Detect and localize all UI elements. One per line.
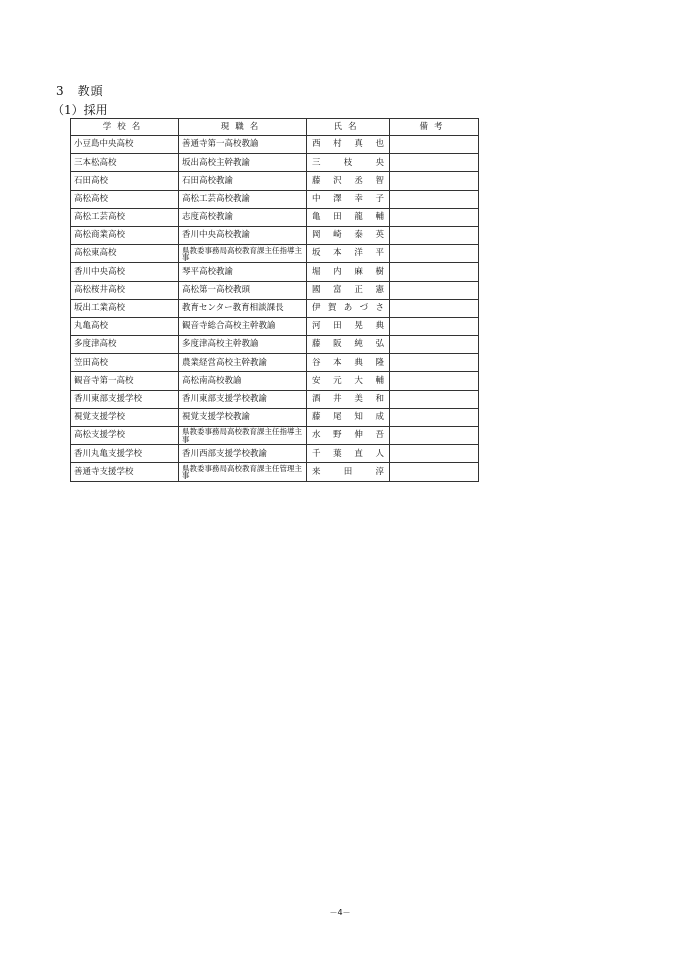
note-cell — [390, 408, 479, 426]
position-cell: 農業経営高校主幹教諭 — [179, 354, 307, 372]
name-text — [310, 468, 386, 477]
note-cell — [390, 427, 479, 445]
table-row — [71, 281, 479, 299]
name-char: 輔 — [375, 375, 384, 386]
name-char: 尾 — [333, 412, 342, 423]
school-cell: 香川中央高校 — [71, 263, 179, 281]
name-char: 純 — [354, 339, 363, 350]
name-char: 谷 — [312, 357, 321, 368]
school-cell: 高松支援学校 — [71, 427, 179, 445]
name-cell — [307, 445, 390, 463]
position-cell: 観音寺総合高校主幹教諭 — [179, 317, 307, 335]
name-cell — [307, 154, 390, 172]
name-char: 水 — [312, 430, 321, 441]
name-char: 伸 — [354, 430, 363, 441]
table-row — [71, 154, 479, 172]
name-char: 直 — [354, 448, 363, 459]
name-text — [310, 359, 386, 368]
name-char: 輔 — [375, 212, 384, 223]
table-row — [71, 390, 479, 408]
name-char: 田 — [343, 466, 353, 477]
name-text — [310, 450, 386, 459]
name-cell — [307, 354, 390, 372]
note-cell — [390, 336, 479, 354]
name-text — [310, 213, 386, 222]
name-cell — [307, 263, 390, 281]
school-cell: 坂出工業高校 — [71, 299, 179, 317]
table-row — [71, 336, 479, 354]
name-char: 賀 — [327, 303, 337, 314]
school-cell: 高松高校 — [71, 190, 179, 208]
page-number: －4－ — [329, 908, 351, 917]
name-char: 藤 — [312, 339, 321, 350]
name-char: 子 — [375, 193, 384, 204]
school-cell: 笠田高校 — [71, 354, 179, 372]
position-cell: 高松工芸高校教諭 — [179, 190, 307, 208]
name-text — [310, 340, 386, 349]
name-char: 晃 — [354, 321, 363, 332]
school-cell: 高松東高校 — [71, 245, 179, 263]
name-cell — [307, 208, 390, 226]
name-char: 岡 — [312, 230, 321, 241]
note-cell — [390, 317, 479, 335]
position-cell: 多度津高校主幹教諭 — [179, 336, 307, 354]
position-cell: 琴平高校教諭 — [179, 263, 307, 281]
name-char: 真 — [354, 139, 363, 150]
table-row — [71, 136, 479, 154]
name-char: 泰 — [354, 230, 363, 241]
position-cell: 県教委事務局高校教育課主任指導主事 — [179, 245, 307, 263]
header-note: 備考 — [390, 119, 479, 136]
name-char: 伊 — [312, 303, 321, 314]
name-char: 井 — [333, 393, 342, 404]
name-cell — [307, 172, 390, 190]
position-cell: 坂出高校主幹教諭 — [179, 154, 307, 172]
name-cell — [307, 281, 390, 299]
note-cell — [390, 354, 479, 372]
table-row — [71, 172, 479, 190]
name-char: さ — [375, 303, 384, 314]
school-cell: 香川丸亀支援学校 — [71, 445, 179, 463]
name-char: 野 — [333, 430, 342, 441]
name-text — [310, 231, 386, 240]
name-char: 丞 — [354, 175, 363, 186]
name-char: づ — [359, 303, 369, 314]
name-text — [310, 395, 386, 404]
name-char: 和 — [375, 393, 384, 404]
name-char: 田 — [333, 321, 342, 332]
name-char: 洋 — [354, 248, 363, 259]
table-row — [71, 299, 479, 317]
note-cell — [390, 190, 479, 208]
header-name: 氏名 — [307, 119, 390, 136]
school-cell: 香川東部支援学校 — [71, 390, 179, 408]
name-char: 河 — [312, 321, 321, 332]
note-cell — [390, 208, 479, 226]
position-cell: 高松第一高校教頭 — [179, 281, 307, 299]
name-char: 来 — [312, 466, 321, 477]
name-text — [310, 322, 386, 331]
note-cell — [390, 136, 479, 154]
name-char: 村 — [333, 139, 342, 150]
note-cell — [390, 463, 479, 481]
name-cell — [307, 317, 390, 335]
name-char: 正 — [354, 284, 363, 295]
name-char: 本 — [333, 248, 342, 259]
name-char: 憲 — [375, 284, 384, 295]
table-header-row — [71, 119, 479, 136]
name-text — [310, 140, 386, 149]
name-text — [310, 268, 386, 277]
name-cell — [307, 372, 390, 390]
name-text — [310, 304, 386, 313]
name-text — [310, 413, 386, 422]
school-cell: 観音寺第一高校 — [71, 372, 179, 390]
name-text — [310, 431, 386, 440]
name-char: 富 — [333, 284, 342, 295]
name-char: 人 — [375, 448, 384, 459]
name-char: 本 — [333, 357, 342, 368]
name-cell — [307, 336, 390, 354]
name-text — [310, 195, 386, 204]
name-char: 吾 — [375, 430, 384, 441]
appointment-table — [70, 118, 479, 482]
subsection-heading: （1）採用 — [52, 103, 108, 117]
name-char: 淳 — [375, 466, 384, 477]
name-char: 坂 — [312, 248, 321, 259]
table-row — [71, 354, 479, 372]
note-cell — [390, 299, 479, 317]
name-text — [310, 286, 386, 295]
position-cell: 香川東部支援学校教諭 — [179, 390, 307, 408]
name-char: 亀 — [312, 212, 321, 223]
school-cell: 善通寺支援学校 — [71, 463, 179, 481]
section-heading: 3 教頭 — [56, 84, 104, 98]
name-cell — [307, 463, 390, 481]
name-text — [310, 159, 386, 168]
name-char: 樹 — [375, 266, 384, 277]
table-row — [71, 226, 479, 244]
name-char: 幸 — [354, 193, 363, 204]
table-row — [71, 245, 479, 263]
name-text — [310, 377, 386, 386]
note-cell — [390, 154, 479, 172]
name-char: 枝 — [343, 157, 353, 168]
note-cell — [390, 372, 479, 390]
name-cell — [307, 408, 390, 426]
name-char: 典 — [375, 321, 384, 332]
name-char: 隆 — [375, 357, 384, 368]
position-cell: 県教委事務局高校教育課主任指導主事 — [179, 427, 307, 445]
note-cell — [390, 445, 479, 463]
name-char: 中 — [312, 193, 321, 204]
name-char: 知 — [354, 412, 363, 423]
name-char: 麻 — [354, 266, 363, 277]
position-cell: 県教委事務局高校教育課主任管理主事 — [179, 463, 307, 481]
table-row — [71, 408, 479, 426]
name-char: 安 — [312, 375, 321, 386]
name-char: 央 — [375, 157, 384, 168]
name-cell — [307, 226, 390, 244]
name-char: 美 — [354, 393, 363, 404]
name-char: 成 — [375, 412, 384, 423]
name-char: 酒 — [312, 393, 321, 404]
note-cell — [390, 281, 479, 299]
name-char: 典 — [354, 357, 363, 368]
name-text — [310, 249, 386, 258]
school-cell: 丸亀高校 — [71, 317, 179, 335]
school-cell: 小豆島中央高校 — [71, 136, 179, 154]
name-char: 三 — [312, 157, 321, 168]
table-row — [71, 317, 479, 335]
name-char: 葉 — [333, 448, 342, 459]
header-position: 現職名 — [179, 119, 307, 136]
note-cell — [390, 172, 479, 190]
name-char: 平 — [375, 248, 384, 259]
school-cell: 多度津高校 — [71, 336, 179, 354]
table-row — [71, 445, 479, 463]
name-char: 英 — [375, 230, 384, 241]
school-cell: 三本松高校 — [71, 154, 179, 172]
table-row — [71, 463, 479, 481]
name-char: 千 — [312, 448, 321, 459]
name-cell — [307, 299, 390, 317]
school-cell: 高松工芸高校 — [71, 208, 179, 226]
note-cell — [390, 390, 479, 408]
position-cell: 香川中央高校教諭 — [179, 226, 307, 244]
position-cell: 視覚支援学校教諭 — [179, 408, 307, 426]
table-row — [71, 263, 479, 281]
table-row — [71, 208, 479, 226]
name-text — [310, 177, 386, 186]
name-char: 智 — [375, 175, 384, 186]
note-cell — [390, 263, 479, 281]
school-cell: 視覚支援学校 — [71, 408, 179, 426]
name-char: 也 — [375, 139, 384, 150]
name-cell — [307, 427, 390, 445]
name-cell — [307, 190, 390, 208]
school-cell: 高松商業高校 — [71, 226, 179, 244]
position-cell: 志度高校教諭 — [179, 208, 307, 226]
header-school: 学校名 — [71, 119, 179, 136]
table-row — [71, 190, 479, 208]
name-char: 田 — [333, 212, 342, 223]
name-char: 澤 — [333, 193, 342, 204]
position-cell: 善通寺第一高校教諭 — [179, 136, 307, 154]
name-char: 元 — [333, 375, 342, 386]
note-cell — [390, 226, 479, 244]
position-cell: 香川西部支援学校教諭 — [179, 445, 307, 463]
name-cell — [307, 390, 390, 408]
name-char: 藤 — [312, 175, 321, 186]
name-char: 内 — [333, 266, 342, 277]
name-char: 沢 — [333, 175, 342, 186]
school-cell: 高松桜井高校 — [71, 281, 179, 299]
position-cell: 高松南高校教諭 — [179, 372, 307, 390]
name-cell — [307, 136, 390, 154]
position-cell: 教育センター教育相談課長 — [179, 299, 307, 317]
table-row — [71, 427, 479, 445]
name-char: 堀 — [312, 266, 321, 277]
name-cell — [307, 245, 390, 263]
school-cell: 石田高校 — [71, 172, 179, 190]
name-char: 弘 — [375, 339, 384, 350]
note-cell — [390, 245, 479, 263]
name-char: 國 — [312, 284, 321, 295]
name-char: あ — [343, 303, 353, 314]
name-char: 藤 — [312, 412, 321, 423]
name-char: 龍 — [354, 212, 363, 223]
table-row — [71, 372, 479, 390]
position-cell: 石田高校教諭 — [179, 172, 307, 190]
name-char: 阪 — [333, 339, 342, 350]
name-char: 西 — [312, 139, 321, 150]
table-body — [71, 136, 479, 482]
name-char: 崎 — [333, 230, 342, 241]
name-char: 大 — [354, 375, 363, 386]
